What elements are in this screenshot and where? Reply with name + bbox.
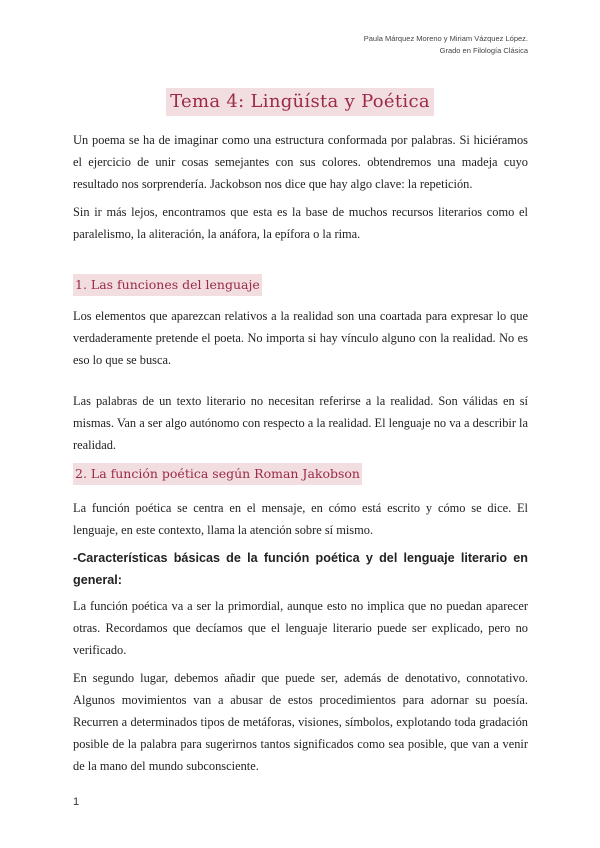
header-degree: Grado en Filología Clásica <box>439 46 528 55</box>
section-2-subheading: -Características básicas de la función poética y del lenguaje literario en general: <box>73 551 528 587</box>
section-1-paragraph-2: Las palabras de un texto literario no necesitan referirse a la realidad. Son válidas en sí mismas. Van a ser algo autónomo con respecto a la realidad. El lenguaje no va a describir la realidad. <box>73 394 528 452</box>
intro-paragraph-2: Sin ir más lejos, encontramos que esta es la base de muchos recursos literarios como el paralelismo, la aliteración, la anáfora, la epífora o la rima. <box>73 205 528 241</box>
section-2-point-2: En segundo lugar, debemos añadir que puede ser, además de denotativo, connotativo. Algunos movimientos van a abusar de estos procedimientos para adornar su poesía. Recurren a determinados tipos de metáforas, visiones, símbolos, explotando toda gradación posible de la palabra para sugerirnos tantos significados como sea posible, que van a venir de la mano del mundo subconsciente. <box>73 671 528 773</box>
section-1 <box>73 274 528 296</box>
intro-block <box>73 129 528 245</box>
section-2-heading: 2. La función poética según Roman Jakobson <box>73 463 362 485</box>
document-title: Tema 4: Lingüísta y Poética <box>166 88 434 116</box>
section-2 <box>73 463 528 485</box>
section-1-paragraph-1: Los elementos que aparezcan relativos a la realidad son una coartada para expresar lo que verdaderamente pretende el poeta. No importa si hay vínculo alguno con la realidad. No es eso lo que se busca. <box>73 309 528 367</box>
section-2-point-1: La función poética va a ser la primordial, aunque esto no implica que no puedan aparecer otras. Recordamos que decíamos que el lenguaje literario puede ser explicado, pero no verificado. <box>73 599 528 657</box>
section-2-paragraph: La función poética se centra en el mensaje, en cómo está escrito y cómo se dice. El lenguaje, en este contexto, llama la atención sobre sí mismo. <box>73 501 528 537</box>
title-wrapper <box>0 88 600 116</box>
section-2-body <box>73 497 528 777</box>
intro-paragraph-1: Un poema se ha de imaginar como una estructura conformada por palabras. Si hiciéramos el ejercicio de unir cosas semejantes con sus colores. obtendremos una madeja cuyo resultado nos sorprendería. Jackobson nos dice que hay algo clave: la repetición. <box>73 133 528 191</box>
page-header <box>364 33 528 57</box>
section-1-heading: 1. Las funciones del lenguaje <box>73 274 262 296</box>
section-1-body <box>73 305 528 456</box>
page-number: 1 <box>73 796 80 808</box>
header-authors: Paula Márquez Moreno y Miriam Vázquez López. <box>363 34 528 43</box>
